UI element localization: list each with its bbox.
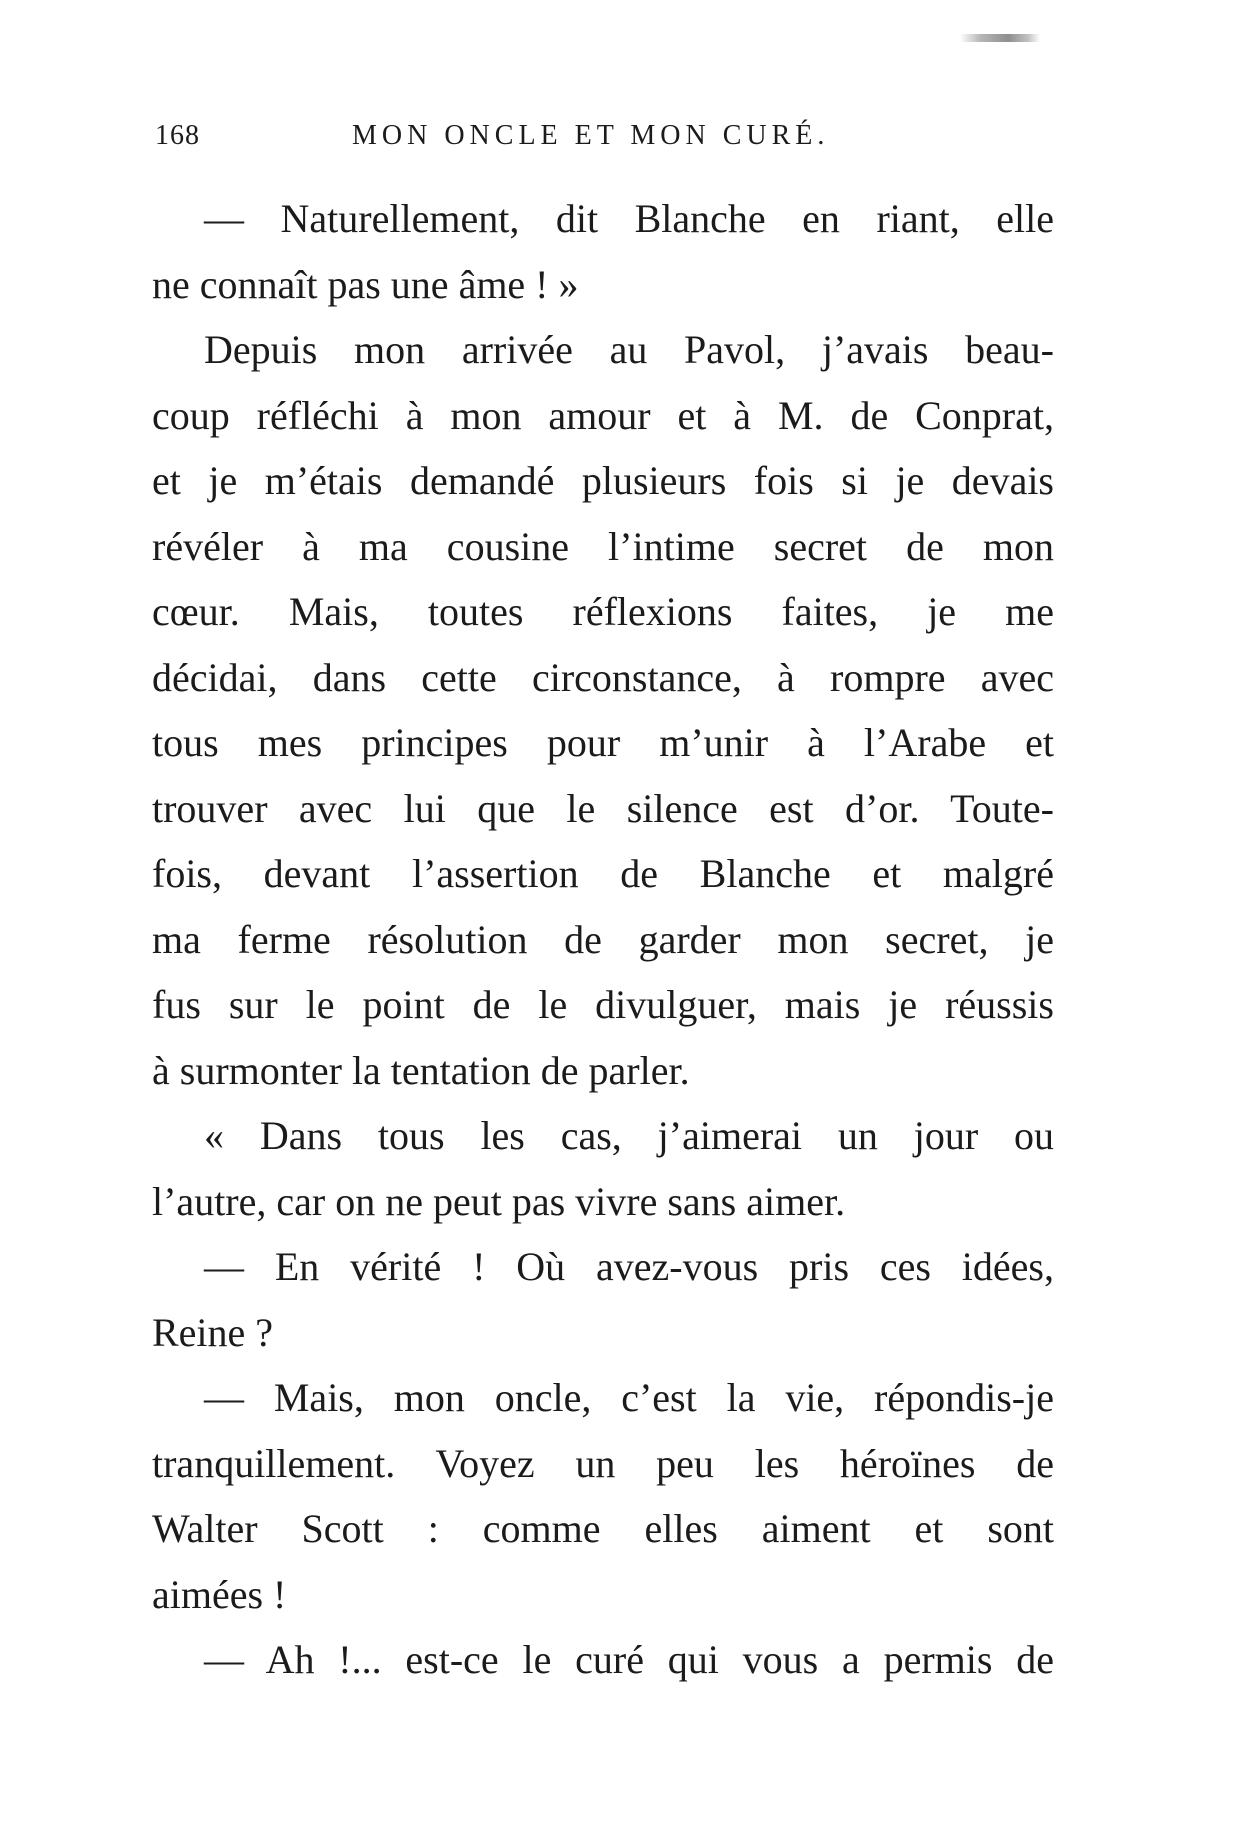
text-line: ma ferme résolution de garder mon secret, je <box>152 916 1054 962</box>
text-line: « Dans tous les cas, j’aimerai un jour ou <box>204 1113 1054 1158</box>
text-line: — Mais, mon oncle, c’est la vie, répondis-je <box>204 1375 1054 1420</box>
text-line: et je m’étais demandé plusieurs fois si je devais <box>152 458 1054 503</box>
text-line: fus sur le point de le divulguer, mais je réussis <box>152 982 1054 1027</box>
text-line: révéler à ma cousine l’intime secret de mon <box>152 523 1054 569</box>
text-line: cœur. Mais, toutes réflexions faites, je me <box>152 589 1054 634</box>
text-body <box>152 186 1054 1693</box>
text-line: Walter Scott : comme elles aiment et sont <box>152 1506 1054 1551</box>
text-line: tranquillement. Voyez un peu les héroïnes de <box>152 1440 1054 1486</box>
text-line: trouver avec lui que le silence est d’or. Toute- <box>152 785 1054 831</box>
text-line: Reine ? <box>152 1309 274 1355</box>
text-line: — Naturellement, dit Blanche en riant, elle <box>204 196 1054 241</box>
text-line: l’autre, car on ne peut pas vivre sans aimer. <box>152 1178 846 1224</box>
ink-smudge <box>960 34 1040 42</box>
text-line: aimées ! <box>152 1571 287 1617</box>
text-line: ne connaît pas une âme ! » <box>152 261 579 307</box>
text-line: décidai, dans cette circonstance, à rompre avec <box>152 654 1054 700</box>
text-line: tous mes principes pour m’unir à l’Arabe et <box>152 720 1054 765</box>
text-line: fois, devant l’assertion de Blanche et malgré <box>152 851 1054 896</box>
text-line: à surmonter la tentation de parler. <box>152 1047 690 1093</box>
running-title: MON ONCLE ET MON CURÉ. <box>352 120 830 151</box>
page-number: 168 <box>155 120 200 151</box>
text-line: — Ah !... est-ce le curé qui vous a permis de <box>204 1637 1054 1682</box>
text-line: coup réfléchi à mon amour et à M. de Conprat, <box>152 392 1054 438</box>
running-head <box>155 120 1055 160</box>
text-line: Depuis mon arrivée au Pavol, j’avais beau- <box>204 327 1054 372</box>
text-line: — En vérité ! Où avez-vous pris ces idées, <box>204 1244 1054 1289</box>
